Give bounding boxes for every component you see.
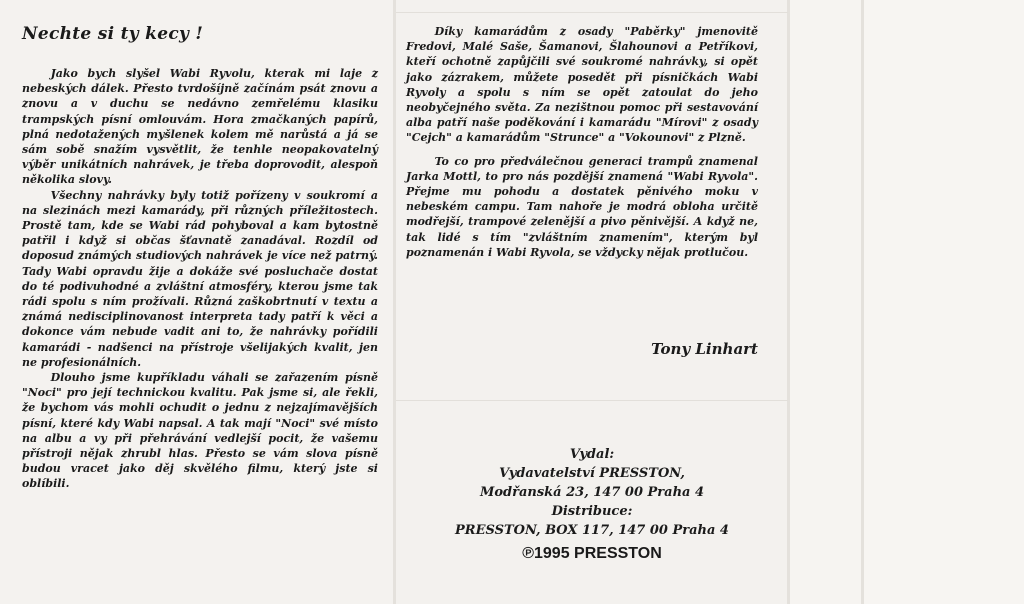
distribution-label: Distribuce:: [551, 504, 633, 519]
paragraph: Všechny nahrávky byly totiž pořízeny v soukromí a na slezinách mezi kamarády, při různých příležitostech. Prostě tam, kde se Wabi rád pohyboval a kam bytostně patřil i když si občas šťavnatě zanadával. Rozdíl od doposud známých studiových nahrávek je více než patrný. Tady Wabi opravdu žije a dokáže své posluchače dostat do té podivuhodné a zvláštní atmosféry, kterou jsme tak rádi spolu s ním prožívali. Různá zaškobrtnutí v textu a známá nedisciplinovanost interpreta tady patří k věci a dokonce vám nebude vadit ani to, že nahrávky pořídili kamarádi - nadšenci na přístroje všelijakých kvalit, jen ne profesionálních.: [22, 188, 378, 369]
publisher-address: Modřanská 23, 147 00 Praha 4: [479, 485, 705, 500]
panel-divider: [396, 12, 788, 13]
copyright-notice: ℗1995 PRESSTON: [522, 545, 662, 562]
paragraph: Jako bych slyšel Wabi Ryvolu, kterak mi laje z nebeských dálek. Přesto tvrdošíjně začínám psát znovu a znovu a v duchu se nedávno zemřelému klasiku trampských písní omlouvám. Hora zmačkaných papírů, plná nedotažených myšlenek kolem mě narůstá a já se sám sobě snažím vysvětlit, že tenhle neopakovatelný výběr unikátních nahrávek, je třeba doprovodit, alespoň několika slovy.: [22, 67, 378, 187]
left-text-column: [22, 66, 378, 492]
right-panel: [864, 0, 1024, 604]
page-title: Nechte si ty kecy !: [22, 24, 204, 44]
publisher-name: Vydavatelství PRESSTON,: [499, 466, 685, 481]
distribution-address: PRESSTON, BOX 117, 147 00 Praha 4: [455, 523, 729, 538]
paragraph: Dlouho jsme kupříkladu váhali se zařazením písně "Noci" pro její technickou kvalitu. Pak jsme si, ale řekli, že bychom vás mohli ochudit o jednu z nejzajímavějších písní, které kdy Wabi napsal. A tak mají "Noci" své místo na albu a vy při přehrávání vedlejší pocit, že vašemu přístroji nějak zhrubl hlas. Přesto se vám slova písně budou vracet jako děj skvělého filmu, který jste si oblíbili.: [22, 371, 378, 491]
narrow-panel: [790, 0, 863, 604]
right-text-column: [406, 24, 758, 260]
panel-divider: [396, 400, 788, 401]
publisher-label: Vydal:: [569, 447, 615, 462]
publisher-block: [396, 445, 788, 540]
fold-line: [861, 0, 864, 604]
paragraph: Díky kamarádům z osady "Paběrky" jmenovitě Fredovi, Malé Saše, Šamanovi, Šlahounovi a Petříkovi, kteří ochotně zapůjčili své soukromé nahrávky, si opět jako zázrakem, můžete posedět při písničkách Wabi Ryvoly a spolu s ním se opět zatoulat do jeho neobyčejného světa. Za nezištnou pomoc při sestavování alba patří naše poděkování i kamarádu "Mírovi" z osady "Cejch" a kamarádům "Strunce" a "Vokounovi" z Plzně.: [406, 25, 758, 145]
signature: Tony Linhart: [651, 340, 758, 358]
paragraph: To co pro předválečnou generaci trampů znamenal Jarka Mottl, to pro nás pozdější znamená "Wabi Ryvola". Přejme mu pohodu a dostatek pěnivého moku v nebeském campu. Tam nahoře je modrá obloha určitě modřejší, trampové zelenější a pivo pěnivější. A když ne, tak lidé s tím "zvláštním znamením", kterým byl poznamenán i Wabi Ryvola, se vždycky nějak protlučou.: [406, 154, 758, 259]
